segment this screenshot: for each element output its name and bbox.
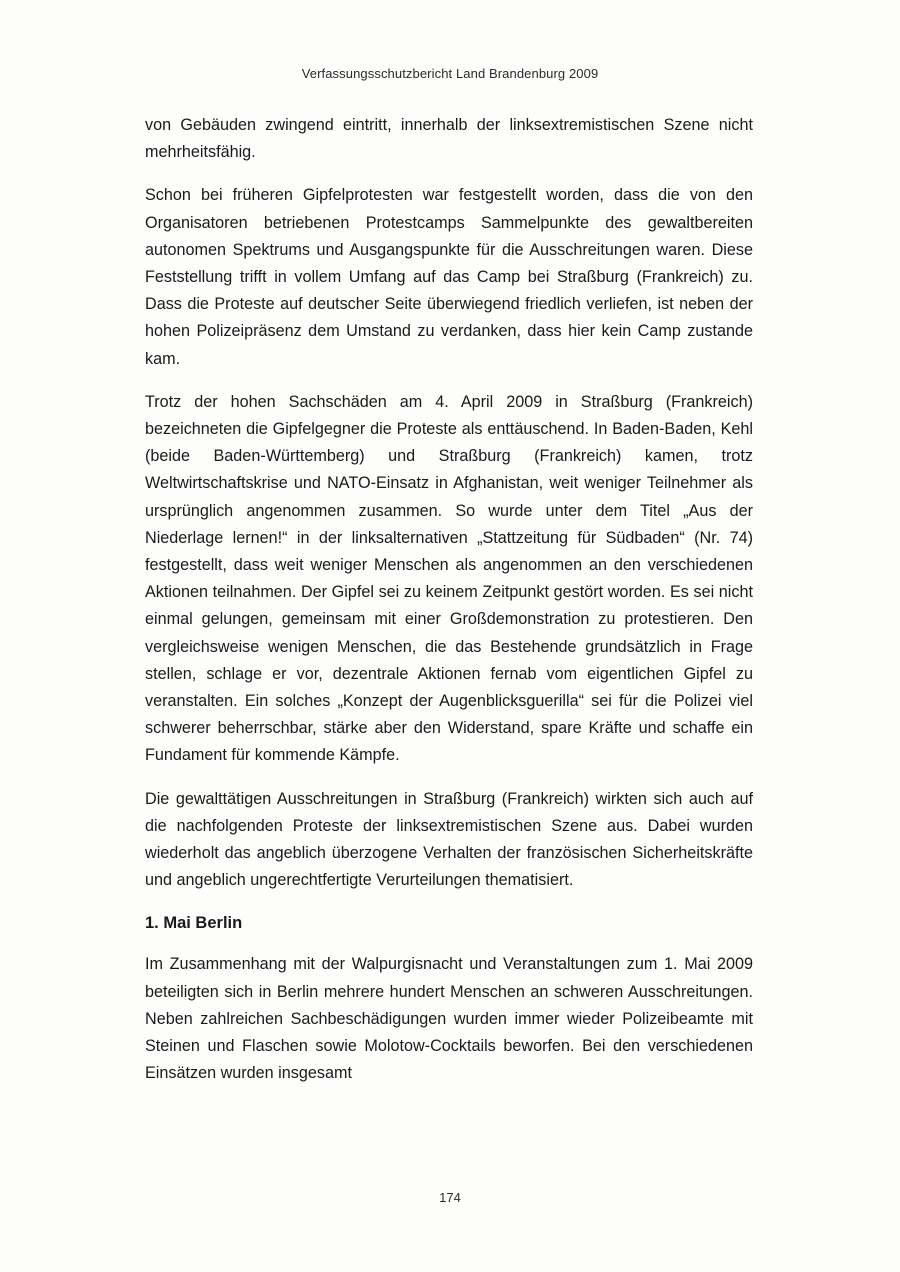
paragraph: Im Zusammenhang mit der Walpurgisnacht und Veranstaltungen zum 1. Mai 2009 beteiligten sich in Berlin mehrere hundert Menschen an schweren Ausschreitungen. Neben zahlreichen Sachbeschädigungen wurden immer wieder Polizeibeamte mit Steinen und Flaschen sowie Molotow-Cocktails beworfen. Bei den verschiedenen Einsätzen wurden insgesamt — [145, 955, 753, 1083]
running-header: Verfassungsschutzbericht Land Brandenburg 2009 — [301, 66, 599, 81]
paragraph: von Gebäuden zwingend eintritt, innerhalb der linksextremistischen Szene nicht mehrheitsfähig. — [145, 116, 753, 162]
paragraph: Schon bei früheren Gipfelprotesten war festgestellt worden, dass die von den Organisatoren betriebenen Protestcamps Sammelpunkte des gewaltbereiten autonomen Spektrums und Ausgangspunkte für die Ausschreitungen waren. Diese Feststellung trifft in vollem Umfang auf das Camp bei Straßburg (Frankreich) zu. Dass die Proteste auf deutscher Seite überwiegend friedlich verliefen, ist neben der hohen Polizeipräsenz dem Umstand zu verdanken, dass hier kein Camp zustande kam. — [145, 186, 753, 368]
paragraph: Die gewalttätigen Ausschreitungen in Straßburg (Frankreich) wirkten sich auch auf die nachfolgenden Proteste der linksextremistischen Szene aus. Dabei wurden wiederholt das angeblich überzogene Verhalten der französischen Sicherheitskräfte und angeblich ungerechtfertigte Verurteilungen thematisiert. — [145, 789, 753, 890]
page-number: 174 — [439, 1190, 461, 1205]
paragraph: Trotz der hohen Sachschäden am 4. April 2009 in Straßburg (Frankreich) bezeichneten die Gipfelgegner die Proteste als enttäuschend. In Baden-Baden, Kehl (beide Baden-Württemberg) und Straßburg (Frankreich) kamen, trotz Weltwirtschaftskrise und NATO-Einsatz in Afghanistan, weit weniger Teilnehmer als ursprünglich angenommen zusammen. So wurde unter dem Titel „Aus der Niederlage lernen!“ in der linksalternativen „Stattzeitung für Südbaden“ (Nr. 74) festgestellt, dass weit weniger Menschen als angenommen an den verschiedenen Aktionen teilnahmen. Der Gipfel sei zu keinem Zeitpunkt gestört worden. Es sei nicht einmal gelungen, gemeinsam mit einer Großdemonstration zu protestieren. Den vergleichsweise wenigen Menschen, die das Bestehende grundsätzlich in Frage stellen, schlage er vor, dezentrale Aktionen fernab vom eigentlichen Gipfel zu veranstalten. Ein solches „Konzept der Augenblicksguerilla“ sei für die Polizei viel schwerer beherrschbar, stärke aber den Widerstand, spare Kräfte und schaffe ein Fundament für kommende Kämpfe. — [145, 392, 753, 765]
body-text — [145, 112, 753, 1104]
section-heading: 1. Mai Berlin — [145, 914, 243, 933]
